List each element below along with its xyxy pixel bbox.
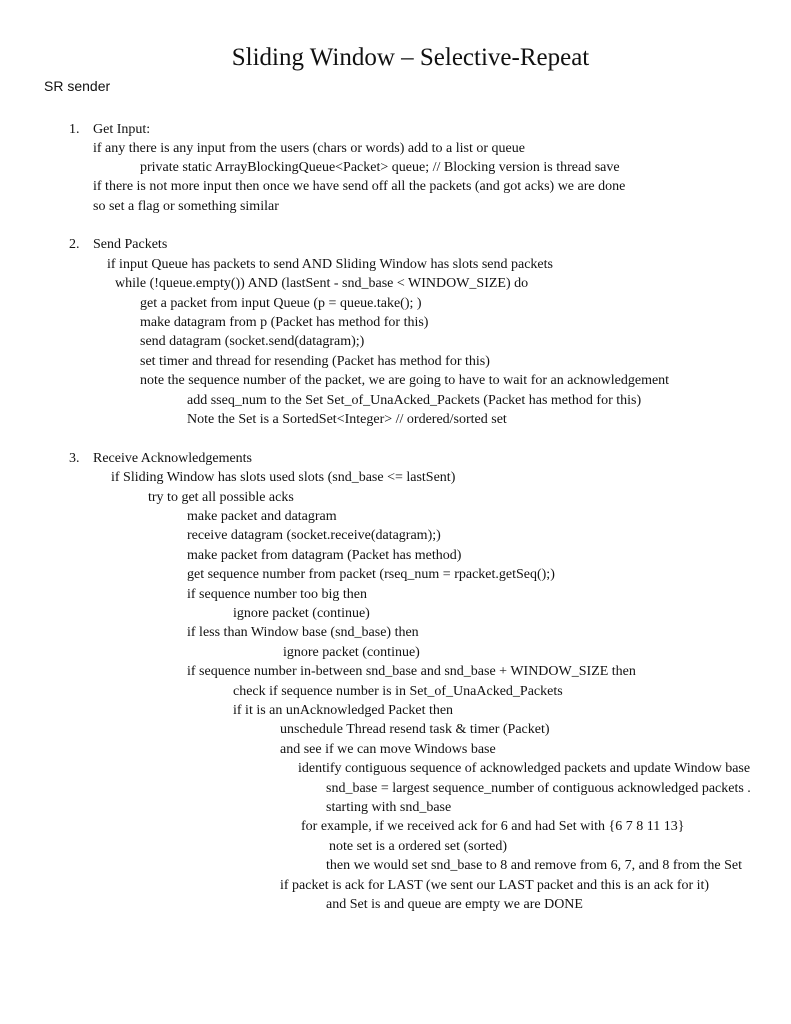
text-line: then we would set snd_base to 8 and remove from 6, 7, and 8 from the Set (326, 858, 743, 873)
text-line: and see if we can move Windows base (280, 742, 496, 757)
text-line: make datagram from p (Packet has method for this) (140, 315, 429, 330)
section-number: 2. (69, 237, 80, 252)
text-line: for example, if we received ack for 6 and had Set with {6 7 8 11 13} (301, 819, 685, 834)
text-line: if there is not more input then once we have send off all the packets (and got acks) we are done (93, 179, 626, 194)
text-line: and Set is and queue are empty we are DONE (326, 897, 583, 912)
text-line: receive datagram (socket.receive(datagram);) (187, 528, 441, 543)
text-line: if sequence number in-between snd_base and snd_base + WINDOW_SIZE then (187, 664, 636, 679)
text-line: unschedule Thread resend task & timer (Packet) (280, 722, 550, 737)
text-line: send datagram (socket.send(datagram);) (140, 334, 365, 349)
text-line: make packet and datagram (187, 509, 337, 524)
text-line: make packet from datagram (Packet has method) (187, 548, 462, 563)
text-line: get a packet from input Queue (p = queue.take(); ) (140, 296, 422, 311)
text-line: set timer and thread for resending (Packet has method for this) (140, 354, 490, 369)
text-line: snd_base = largest sequence_number of contiguous acknowledged packets . (326, 781, 751, 796)
page-title: Sliding Window – Selective-Repeat (231, 44, 590, 71)
text-line: if input Queue has packets to send AND Sliding Window has slots send packets (107, 257, 553, 272)
text-line: add sseq_num to the Set Set_of_UnaAcked_Packets (Packet has method for this) (187, 393, 642, 408)
text-line: if less than Window base (snd_base) then (187, 625, 419, 640)
section-heading: Receive Acknowledgements (93, 451, 253, 466)
code-line: private static ArrayBlockingQueue<Packet> queue; // Blocking version is thread save (140, 160, 620, 175)
text-line: if sequence number too big then (187, 587, 368, 602)
section-heading: Send Packets (93, 237, 168, 252)
text-line: note set is a ordered set (sorted) (329, 839, 508, 854)
text-line: check if sequence number is in Set_of_UnaAcked_Packets (233, 684, 563, 699)
section-number: 1. (69, 122, 80, 137)
text-line: if it is an unAcknowledged Packet then (233, 703, 454, 718)
text-line: starting with snd_base (326, 800, 452, 815)
text-line: note the sequence number of the packet, we are going to have to wait for an acknowledgement (140, 373, 670, 388)
section-heading: Get Input: (93, 122, 151, 137)
section-number: 3. (69, 451, 80, 466)
page-subtitle: SR sender (44, 78, 111, 94)
code-line: while (!queue.empty()) AND (lastSent - snd_base < WINDOW_SIZE) do (115, 276, 529, 291)
text-line: if Sliding Window has slots used slots (snd_base <= lastSent) (111, 470, 456, 485)
text-line: ignore packet (continue) (283, 645, 420, 660)
text-line: get sequence number from packet (rseq_num = rpacket.getSeq();) (187, 567, 555, 582)
text-line: identify contiguous sequence of acknowledged packets and update Window base (298, 761, 751, 776)
text-line: ignore packet (continue) (233, 606, 370, 621)
text-line: if packet is ack for LAST (we sent our LAST packet and this is an ack for it) (280, 878, 710, 893)
text-line: Note the Set is a SortedSet<Integer> // ordered/sorted set (187, 412, 507, 427)
text-line: if any there is any input from the users (chars or words) add to a list or queue (93, 141, 525, 156)
text-line: try to get all possible acks (148, 490, 294, 505)
text-line: so set a flag or something similar (93, 199, 279, 214)
